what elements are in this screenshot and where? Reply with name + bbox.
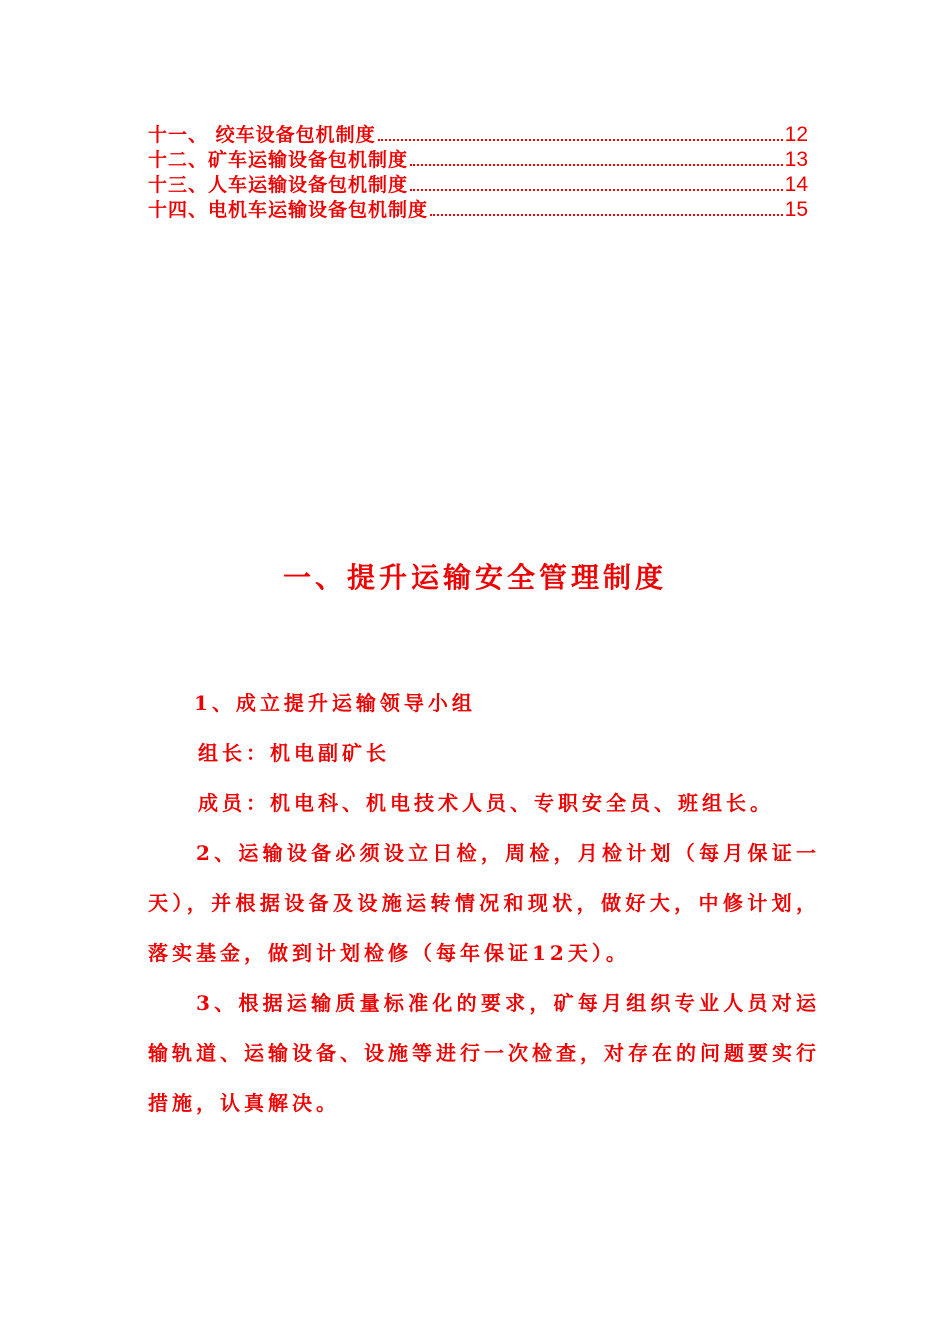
toc-entry-page: 13 <box>784 148 808 171</box>
paragraph: 成员：机电科、机电技术人员、专职安全员、班组长。 <box>198 791 774 815</box>
toc-entry-title: 十二、矿车运输设备包机制度 <box>148 149 409 171</box>
toc-dot-leader <box>410 189 783 191</box>
paragraph: 3、根据运输质量标准化的要求，矿每月组织专业人员对运输轨道、运输设备、设施等进行一次检查，对存在的问题要实行措施，认真解决。 <box>148 991 820 1115</box>
section-body <box>148 678 820 1128</box>
toc-entry[interactable] <box>148 172 808 197</box>
table-of-contents <box>148 122 808 222</box>
toc-dot-leader <box>378 139 783 141</box>
toc-dot-leader <box>430 214 783 216</box>
toc-entry-title: 十三、人车运输设备包机制度 <box>148 174 409 196</box>
paragraph: 2、运输设备必须设立日检，周检，月检计划（每月保证一天），并根据设备及设施运转情况和现状，做好大，中修计划，落实基金，做到计划检修（每年保证12天）。 <box>148 841 820 965</box>
section-heading: 一、提升运输安全管理制度 <box>282 561 667 594</box>
toc-entry[interactable] <box>148 122 808 147</box>
paragraph: 1、成立提升运输领导小组 <box>194 691 476 715</box>
toc-entry-page: 12 <box>784 123 808 146</box>
toc-entry-page: 15 <box>784 198 808 221</box>
toc-entry[interactable] <box>148 147 808 172</box>
toc-entry-title: 十一、 绞车设备包机制度 <box>148 124 376 146</box>
toc-entry-title: 十四、电机车运输设备包机制度 <box>148 199 429 221</box>
paragraph: 组长：机电副矿长 <box>198 741 390 765</box>
toc-entry-page: 14 <box>784 173 808 196</box>
toc-dot-leader <box>410 164 783 166</box>
toc-entry[interactable] <box>148 197 808 222</box>
